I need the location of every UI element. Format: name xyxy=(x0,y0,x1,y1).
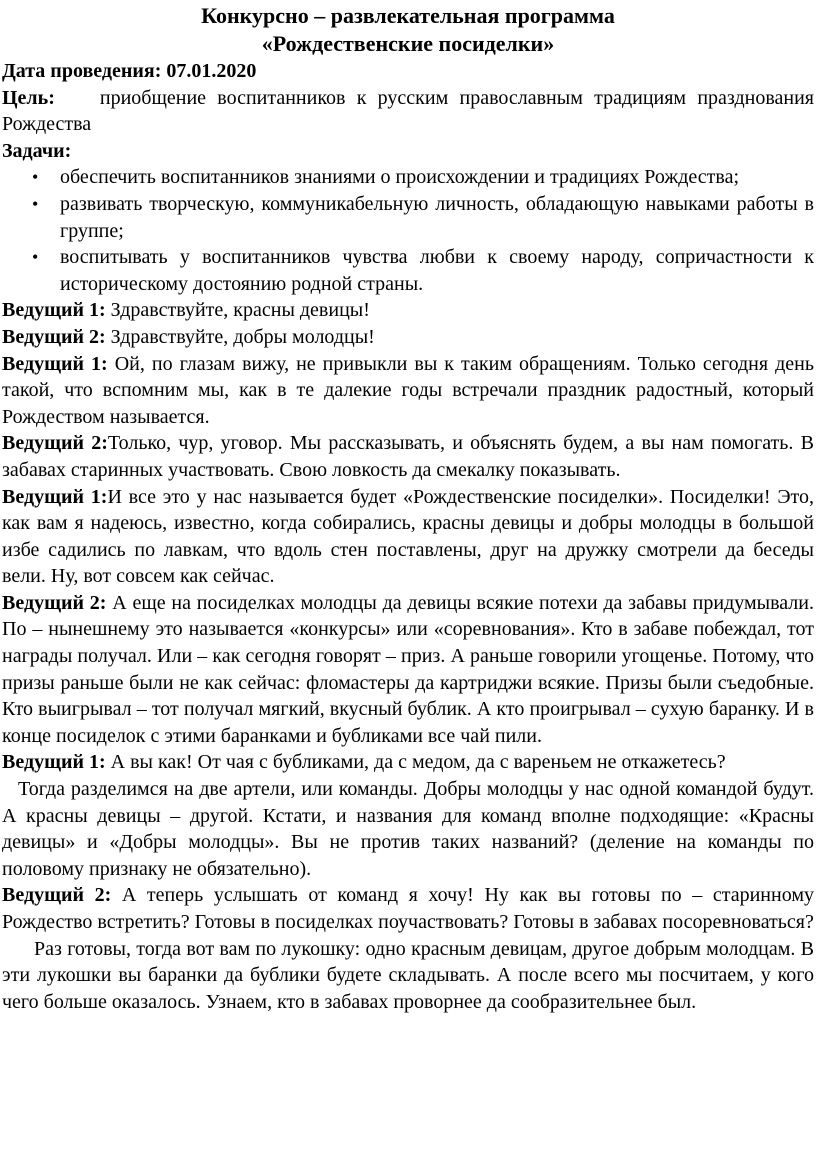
dialogue-text: Здравствуйте, красны девицы! xyxy=(105,299,370,322)
tasks-list xyxy=(2,164,814,297)
baskets-paragraph: Раз готовы, тогда вот вам по лукошку: одно красным девицам, другое добрым молодцам. В эти лукошки вы баранки да бублики будете складывать. А после всего мы посчитаем, у кого чего больше оказалось. Узнаем, кто в забавах проворнее да сообразительнее был. xyxy=(2,937,814,1013)
dialogue-text: А вы как! От чая с бубликами, да с медом, да с вареньем не откажетесь? xyxy=(105,751,726,774)
dialogue-text: Только, чур, уговор. Мы рассказывать, и объяснять будем, а вы нам помогать. В забавах старинных участвовать. Свою ловкость да смекалку показывать. xyxy=(2,432,814,481)
dialogue-paragraph xyxy=(2,430,814,483)
list-item xyxy=(2,164,814,191)
date-line xyxy=(2,58,814,85)
teams-paragraph: Тогда разделимся на две артели, или команды. Добры молодцы у нас одной командой будут. А красны девицы – другой. Кстати, и названия для команд вполне подходящие: «Красны девицы» и «Добры молодцы». Вы не против таких названий? (деление на команды по половому признаку не обязательно). xyxy=(2,778,814,880)
speaker-label: Ведущий 2: xyxy=(2,325,106,348)
dialogue-paragraph xyxy=(2,324,814,351)
title-line-2: «Рождественские посиделки» xyxy=(261,31,555,56)
bullet-icon: • xyxy=(32,247,39,268)
dialogue-text: А теперь услышать от команд я хочу! Ну как вы готовы по – старинному Рождество встретить? Готовы в посиделках поучаствовать? Готовы в забавах посоревноваться? xyxy=(2,884,814,933)
date-label: Дата проведения: xyxy=(2,60,162,82)
speaker-label: Ведущий 2: xyxy=(2,432,108,455)
speaker-label: Ведущий 1: xyxy=(2,485,108,508)
dialogue-paragraph xyxy=(2,351,814,431)
tasks-label: Задачи: xyxy=(2,139,72,162)
speaker-label: Ведущий 1: xyxy=(2,299,106,322)
bullet-icon: • xyxy=(32,167,39,188)
dialogue-paragraph xyxy=(2,882,814,935)
dialogue-text: А еще на посиделках молодцы да девицы всякие потехи да забавы придумывали. По – нынешнему это называется «конкурсы» или «соревнования». Кто в забаве побеждал, тот награды получал. Или – как сегодня говорят – приз. А раньше говорили угощенье. Потому, что призы раньше были не как сейчас: фломастеры да картриджи всякие. Призы были съедобные. Кто выигрывал – тот получал мягкий, вкусный бублик. А кто проигрывал – сухую баранку. И в конце посиделок с этими баранками и бубликами все чай пили. xyxy=(2,591,814,747)
task-text: воспитывать у воспитанников чувства любви к своему народу, сопричастности к историческому достоянию родной страны. xyxy=(60,246,814,295)
dialogue-paragraph xyxy=(2,749,814,776)
dialogue-text: И все это у нас называется будет «Рождественские посиделки». Посиделки! Это, как вам я надеюсь, известно, когда собирались, красны девицы и добры молодцы в большой избе садились по лавкам, что вдоль стен поставлены, друг на дружку смотрели да беседы вели. Ну, вот совсем как сейчас. xyxy=(2,485,814,588)
dialogue-text: Здравствуйте, добры молодцы! xyxy=(105,325,375,348)
task-text: обеспечить воспитанников знаниями о происхождении и традициях Рождества; xyxy=(60,166,740,189)
dialogue-text: Ой, по глазам вижу, не привыкли вы к таким обращениям. Только сегодня день такой, что вспомним мы, как в те далекие годы встречали праздник радостный, который Рождеством называется. xyxy=(2,352,814,428)
goal-text: приобщение воспитанников к русским православным традициям празднования Рождества xyxy=(2,86,814,136)
date-value: 07.01.2020 xyxy=(166,60,257,82)
speaker-label: Ведущий 2: xyxy=(2,884,112,907)
speaker-label: Ведущий 1: xyxy=(2,352,108,375)
list-item xyxy=(2,244,814,297)
bullet-icon: • xyxy=(32,193,39,214)
dialogue-paragraph xyxy=(2,590,814,750)
goal-label: Цель: xyxy=(2,86,55,109)
title-line-1: Конкурсно – развлекательная программа xyxy=(201,3,615,28)
speaker-label: Ведущий 1: xyxy=(2,751,106,774)
dialogue-paragraph xyxy=(2,297,814,324)
goal-paragraph xyxy=(2,85,814,138)
list-item xyxy=(2,191,814,244)
dialogue-paragraph xyxy=(2,484,814,590)
task-text: развивать творческую, коммуникабельную личность, обладающую навыками работы в группе; xyxy=(60,192,814,242)
speaker-label: Ведущий 2: xyxy=(2,591,107,614)
